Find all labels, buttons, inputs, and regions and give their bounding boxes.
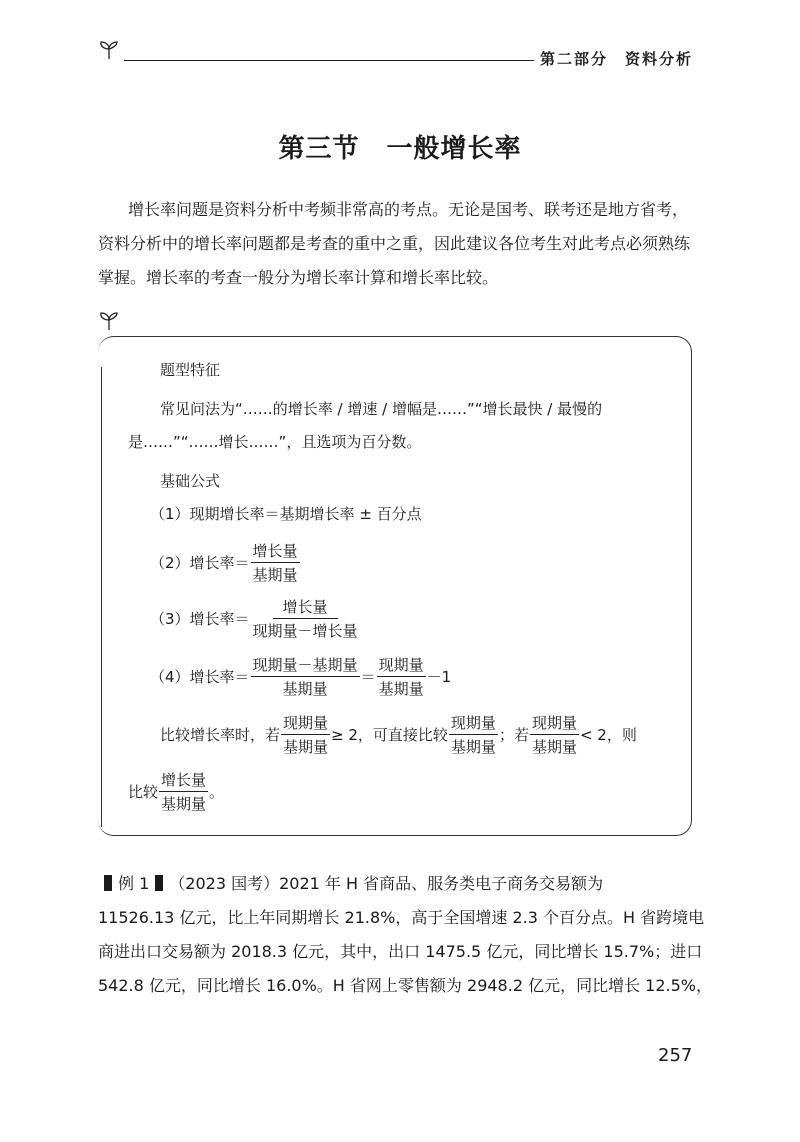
heading-basic-formula: 基础公式 bbox=[160, 472, 221, 490]
header-rule bbox=[124, 60, 534, 61]
example-line: 商进出口交易额为 2018.3 亿元，其中，出口 1475.5 亿元，同比增长 15.7%；进口 bbox=[98, 942, 703, 961]
denominator: 基期量 bbox=[378, 680, 424, 698]
example-paragraph bbox=[98, 867, 712, 1003]
denominator: 基期量 bbox=[283, 738, 329, 756]
example-line: 11526.13 亿元，比上年同期增长 21.8%，高于全国增速 2.3 个百分点。H 省跨境电 bbox=[98, 908, 705, 927]
comparison-text: ；若 bbox=[498, 726, 529, 744]
formula-4 bbox=[150, 654, 451, 699]
intro-paragraph bbox=[98, 193, 698, 295]
example-text: （2023 国考）2021 年 H 省商品、服务类电子商务交易额为 bbox=[169, 874, 604, 893]
equals-sign: ＝ bbox=[360, 668, 376, 686]
question-type-line: 常见问法为“……的增长率 / 增速 / 增幅是……”“增长最快 / 最慢的 bbox=[160, 400, 603, 418]
formula-3 bbox=[150, 596, 361, 641]
numerator: 增长量 bbox=[159, 769, 208, 792]
denominator: 基期量 bbox=[161, 795, 207, 813]
comparison-text: < 2，则 bbox=[579, 726, 637, 744]
comparison-line bbox=[160, 712, 637, 757]
page-title: 第三节 一般增长率 bbox=[278, 134, 522, 164]
page-number: 257 bbox=[658, 1045, 693, 1066]
intro-line: 掌握。增长率的考查一般分为增长率计算和增长率比较。 bbox=[98, 268, 499, 287]
example-label: 例 1 bbox=[118, 874, 150, 893]
example-line: 542.8 亿元，同比增长 16.0%。H 省网上零售额为 2948.2 亿元，同比增长 12.5%， bbox=[98, 976, 712, 995]
comparison-text: 比较 bbox=[128, 783, 159, 801]
numerator: 现期量 bbox=[530, 712, 579, 735]
numerator: 增长量 bbox=[251, 540, 300, 563]
fraction bbox=[377, 654, 426, 699]
fraction bbox=[251, 654, 360, 699]
fraction bbox=[251, 596, 360, 641]
numerator: 现期量－基期量 bbox=[251, 654, 360, 677]
formula-2 bbox=[150, 540, 301, 585]
numerator: 增长量 bbox=[273, 596, 338, 619]
denominator: 现期量－增长量 bbox=[252, 622, 358, 640]
fraction bbox=[530, 712, 579, 757]
intro-line: 资料分析中的增长率问题都是考查的重中之重，因此建议各位考生对此考点必须熟练 bbox=[98, 234, 691, 253]
intro-line: 增长率问题是资料分析中考频非常高的考点。无论是国考、联考还是地方省考， bbox=[128, 200, 689, 219]
sprout-icon bbox=[97, 308, 121, 332]
denominator: 基期量 bbox=[450, 738, 496, 756]
comparison-text: ≥ 2，可直接比较 bbox=[331, 726, 448, 744]
formula-prefix: （2）增长率＝ bbox=[150, 554, 250, 572]
formula-1: （1）现期增长率＝基期增长率 ± 百分点 bbox=[150, 505, 422, 523]
fraction bbox=[449, 712, 498, 757]
fraction bbox=[251, 540, 300, 585]
example-marker bbox=[104, 875, 112, 891]
denominator: 基期量 bbox=[252, 566, 298, 584]
section-label: 第二部分 资料分析 bbox=[540, 50, 694, 68]
example-line bbox=[98, 867, 708, 901]
numerator: 现期量 bbox=[377, 654, 426, 677]
heading-question-type: 题型特征 bbox=[160, 361, 221, 379]
comparison-text: 。 bbox=[209, 783, 225, 801]
box-left-rule bbox=[101, 367, 102, 827]
question-type-line: 是……”“……增长……”，且选项为百分数。 bbox=[128, 433, 422, 451]
comparison-text: 比较增长率时，若 bbox=[160, 726, 281, 744]
formula-prefix: （3）增长率＝ bbox=[150, 610, 250, 628]
numerator: 现期量 bbox=[281, 712, 330, 735]
example-marker bbox=[155, 875, 163, 891]
sprout-icon bbox=[97, 37, 121, 61]
fraction bbox=[281, 712, 330, 757]
denominator: 基期量 bbox=[531, 738, 577, 756]
denominator: 基期量 bbox=[282, 680, 328, 698]
numerator: 现期量 bbox=[449, 712, 498, 735]
comparison-line-2 bbox=[128, 769, 224, 814]
fraction bbox=[159, 769, 208, 814]
formula-prefix: （4）增长率＝ bbox=[150, 668, 250, 686]
formula-suffix: －1 bbox=[426, 668, 452, 686]
